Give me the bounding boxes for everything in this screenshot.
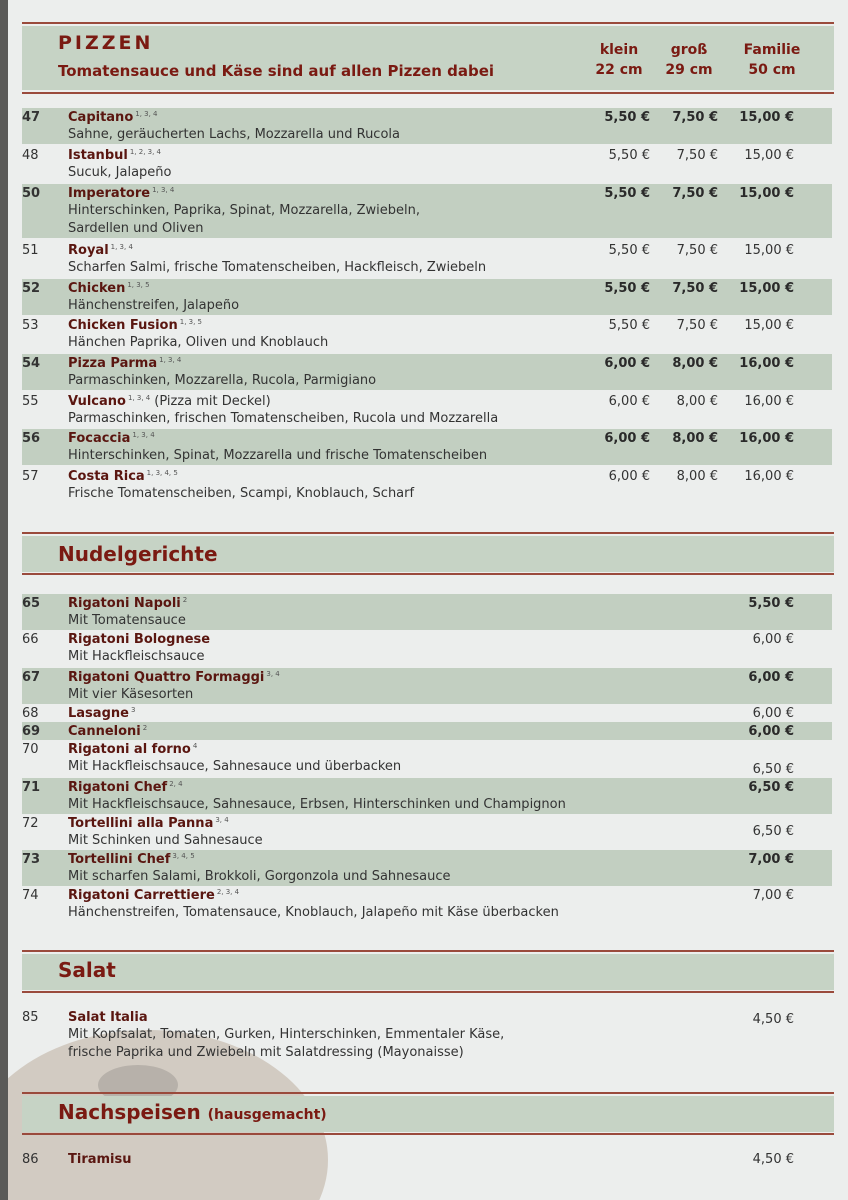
item-price: 6,50 € (748, 780, 794, 795)
item-name-extra: (Pizza mit Deckel) (154, 394, 271, 409)
item-name (68, 596, 187, 611)
allergen-codes: 1, 3, 4 (127, 394, 151, 402)
item-name-text: Salat Italia (68, 1010, 148, 1025)
item-name (68, 780, 183, 795)
item-description: Scharfen Salmi, frische Tomatenscheiben, Hackfleisch, Zwiebeln (68, 260, 487, 275)
item-number: 55 (22, 394, 39, 409)
item-price: 6,00 € (752, 706, 794, 721)
item-price: 7,50 € (672, 110, 718, 125)
pizzen-subtitle: Tomatensauce und Käse sind auf allen Pizzen dabei (58, 62, 495, 80)
item-name-text: Chicken (68, 281, 126, 296)
item-price: 5,50 € (608, 243, 650, 258)
item-name-text: Imperatore (68, 186, 151, 201)
item-price: 5,50 € (608, 148, 650, 163)
item-description: Sahne, geräucherten Lachs, Mozzarella und Rucola (68, 127, 400, 142)
item-number: 70 (22, 742, 39, 757)
item-price: 5,50 € (604, 110, 650, 125)
item-name (68, 431, 155, 446)
allergen-codes: 3, 4 (215, 816, 229, 824)
item-name (68, 724, 147, 739)
menu-item-row (22, 668, 832, 704)
pizzen-title: PIZZEN (58, 32, 154, 54)
item-price: 6,50 € (752, 824, 794, 839)
nachspeisen-title (58, 1100, 327, 1124)
menu-item-row (22, 354, 832, 390)
menu-item-row (22, 850, 832, 886)
item-name (68, 888, 239, 903)
item-price: 6,50 € (752, 762, 794, 777)
menu-item-row (22, 241, 832, 277)
item-name-text: Tortellini alla Panna (68, 816, 214, 831)
item-number: 68 (22, 706, 39, 721)
item-price: 6,00 € (748, 724, 794, 739)
item-name-text: Rigatoni Napoli (68, 596, 181, 611)
item-number: 73 (22, 852, 41, 867)
item-number: 51 (22, 243, 39, 258)
item-number: 71 (22, 780, 41, 795)
item-name-text: Vulcano (68, 394, 126, 409)
menu-page (8, 0, 848, 1200)
item-price: 8,00 € (672, 431, 718, 446)
item-number: 86 (22, 1152, 39, 1167)
divider-line (22, 532, 834, 534)
item-name-text: Rigatoni al forno (68, 742, 191, 757)
allergen-codes: 1, 3, 4 (159, 356, 182, 364)
menu-item-row (22, 594, 832, 630)
item-price: 6,00 € (604, 356, 650, 371)
item-price: 5,50 € (604, 186, 650, 201)
item-price: 6,00 € (752, 632, 794, 647)
allergen-codes: 1, 3, 5 (179, 318, 202, 326)
col-head-label: klein (599, 42, 639, 58)
divider-line (22, 92, 834, 94)
item-number: 85 (22, 1010, 39, 1025)
item-name (68, 148, 161, 163)
salat-header-band (22, 954, 834, 990)
item-name (68, 281, 150, 296)
item-price: 7,00 € (752, 888, 794, 903)
item-name (68, 469, 178, 484)
item-name-text: Rigatoni Carrettiere (68, 888, 215, 903)
item-price: 15,00 € (744, 318, 794, 333)
col-head-size: 29 cm (665, 62, 713, 78)
item-description: frische Paprika und Zwiebeln mit Salatdressing (Mayonaisse) (68, 1045, 464, 1060)
item-number: 47 (22, 110, 41, 125)
item-name-text: Royal (68, 243, 109, 258)
item-name-text: Chicken Fusion (68, 318, 178, 333)
item-name (68, 243, 133, 258)
item-price: 15,00 € (744, 243, 794, 258)
item-description: Parmaschinken, Mozzarella, Rucola, Parmigiano (68, 373, 377, 388)
item-name (68, 110, 158, 125)
item-description: Mit Schinken und Sahnesauce (68, 833, 263, 848)
col-head-size: 22 cm (595, 62, 643, 78)
divider-line (22, 1092, 834, 1094)
divider-line (22, 22, 834, 24)
item-price: 7,50 € (676, 148, 718, 163)
col-head-label: groß (670, 42, 708, 58)
item-description: Hänchenstreifen, Jalapeño (68, 298, 240, 313)
item-price: 7,50 € (676, 243, 718, 258)
item-name-text: Rigatoni Bolognese (68, 632, 211, 647)
item-name-text: Costa Rica (68, 469, 145, 484)
item-name (68, 852, 195, 867)
col-head-klein (584, 40, 654, 80)
item-number: 50 (22, 186, 41, 201)
item-description: Sucuk, Jalapeño (68, 165, 172, 180)
allergen-codes: 1, 3, 4, 5 (146, 469, 178, 477)
item-description: Hänchenstreifen, Tomatensauce, Knoblauch, Jalapeño mit Käse überbacken (68, 905, 559, 920)
item-price: 5,50 € (604, 281, 650, 296)
item-number: 57 (22, 469, 39, 484)
menu-item-row (22, 392, 832, 428)
allergen-codes: 3 (130, 706, 136, 714)
item-name (68, 394, 271, 409)
divider-line (22, 1133, 834, 1135)
item-price: 6,00 € (608, 469, 650, 484)
nachspeisen-title-text: Nachspeisen (58, 1100, 201, 1124)
item-description: Hinterschinken, Spinat, Mozzarella und frische Tomatenscheiben (68, 448, 488, 463)
item-number: 48 (22, 148, 39, 163)
item-price: 16,00 € (739, 431, 794, 446)
menu-item-row (22, 1008, 832, 1064)
col-head-familie (732, 40, 812, 80)
menu-item-row (22, 1150, 832, 1170)
item-number: 54 (22, 356, 41, 371)
item-number: 69 (22, 724, 41, 739)
divider-line (22, 991, 834, 993)
allergen-codes: 4 (192, 742, 198, 750)
item-name-text: Tortellini Chef (68, 852, 171, 867)
item-price: 8,00 € (676, 469, 718, 484)
nachspeisen-title-suffix: (hausgemacht) (207, 1107, 327, 1123)
menu-item-row (22, 778, 832, 814)
item-name (68, 356, 181, 371)
item-name (68, 742, 197, 757)
menu-item-row (22, 429, 832, 465)
item-price: 4,50 € (752, 1012, 794, 1027)
item-price: 6,00 € (748, 670, 794, 685)
item-name (68, 1152, 132, 1167)
item-description: Sardellen und Oliven (68, 221, 204, 236)
item-number: 65 (22, 596, 41, 611)
item-price: 7,50 € (672, 186, 718, 201)
item-name (68, 1010, 148, 1025)
item-name (68, 706, 135, 721)
item-price: 7,50 € (672, 281, 718, 296)
item-price: 7,00 € (748, 852, 794, 867)
item-price: 8,00 € (672, 356, 718, 371)
item-name-text: Pizza Parma (68, 356, 158, 371)
item-description: Hänchen Paprika, Oliven und Knoblauch (68, 335, 329, 350)
item-number: 56 (22, 431, 41, 446)
item-name-text: Focaccia (68, 431, 131, 446)
item-name (68, 632, 210, 647)
nudel-title: Nudelgerichte (58, 542, 218, 566)
item-number: 66 (22, 632, 39, 647)
menu-item-row (22, 630, 832, 666)
allergen-codes: 1, 3, 5 (127, 281, 150, 289)
menu-item-row (22, 814, 832, 850)
item-description: Mit vier Käsesorten (68, 687, 194, 702)
allergen-codes: 2, 3, 4 (216, 888, 240, 896)
menu-item-row (22, 316, 832, 352)
item-price: 15,00 € (739, 281, 794, 296)
item-number: 74 (22, 888, 39, 903)
allergen-codes: 1, 2, 3, 4 (129, 148, 162, 156)
item-name-text: Capitano (68, 110, 134, 125)
menu-item-row (22, 184, 832, 238)
item-price: 8,00 € (676, 394, 718, 409)
item-price: 7,50 € (676, 318, 718, 333)
item-price: 15,00 € (739, 186, 794, 201)
item-name (68, 816, 229, 831)
item-description: Mit Hackfleischsauce, Sahnesauce, Erbsen, Hinterschinken und Champignon (68, 797, 566, 812)
allergen-codes: 1, 3, 4 (135, 110, 158, 118)
col-head-gross (654, 40, 724, 80)
divider-line (22, 573, 834, 575)
item-price: 15,00 € (744, 148, 794, 163)
item-description: Frische Tomatenscheiben, Scampi, Knoblauch, Scharf (68, 486, 415, 501)
item-description: Mit scharfen Salami, Brokkoli, Gorgonzola und Sahnesauce (68, 869, 451, 884)
allergen-codes: 2 (142, 724, 148, 732)
item-number: 52 (22, 281, 41, 296)
menu-item-row (22, 467, 832, 503)
item-price: 16,00 € (744, 469, 794, 484)
col-head-label: Familie (743, 42, 801, 58)
col-head-size: 50 cm (748, 62, 796, 78)
item-name-text: Tiramisu (68, 1152, 132, 1167)
item-description: Mit Kopfsalat, Tomaten, Gurken, Hinterschinken, Emmentaler Käse, (68, 1027, 505, 1042)
menu-item-row (22, 886, 832, 922)
menu-item-row (22, 740, 832, 776)
allergen-codes: 2 (182, 596, 188, 604)
item-price: 16,00 € (744, 394, 794, 409)
item-description: Parmaschinken, frischen Tomatenscheiben, Rucola und Mozzarella (68, 411, 499, 426)
item-name-text: Rigatoni Quattro Formaggi (68, 670, 265, 685)
item-number: 72 (22, 816, 39, 831)
item-description: Hinterschinken, Paprika, Spinat, Mozzarella, Zwiebeln, (68, 203, 420, 218)
item-price: 4,50 € (752, 1152, 794, 1167)
item-name (68, 186, 174, 201)
item-price: 15,00 € (739, 110, 794, 125)
allergen-codes: 1, 3, 4 (152, 186, 175, 194)
menu-item-row (22, 279, 832, 315)
allergen-codes: 3, 4 (266, 670, 280, 678)
menu-item-row (22, 108, 832, 144)
item-description: Mit Hackfleischsauce (68, 649, 205, 664)
menu-item-row (22, 704, 832, 722)
item-number: 67 (22, 670, 41, 685)
item-price: 16,00 € (739, 356, 794, 371)
item-price: 5,50 € (608, 318, 650, 333)
allergen-codes: 1, 3, 4 (110, 243, 133, 251)
item-name-text: Istanbul (68, 148, 128, 163)
item-name (68, 318, 202, 333)
item-price: 6,00 € (604, 431, 650, 446)
item-name-text: Rigatoni Chef (68, 780, 168, 795)
item-name (68, 670, 280, 685)
allergen-codes: 2, 4 (169, 780, 183, 788)
menu-item-row (22, 722, 832, 740)
item-price: 5,50 € (748, 596, 794, 611)
item-description: Mit Hackfleischsauce, Sahnesauce und überbacken (68, 759, 402, 774)
salat-title: Salat (58, 958, 116, 982)
item-name-text: Canneloni (68, 724, 141, 739)
allergen-codes: 3, 4, 5 (172, 852, 195, 860)
item-number: 53 (22, 318, 39, 333)
divider-line (22, 950, 834, 952)
menu-item-row (22, 146, 832, 182)
item-price: 6,00 € (608, 394, 650, 409)
item-description: Mit Tomatensauce (68, 613, 186, 628)
allergen-codes: 1, 3, 4 (132, 431, 155, 439)
item-name-text: Lasagne (68, 706, 129, 721)
